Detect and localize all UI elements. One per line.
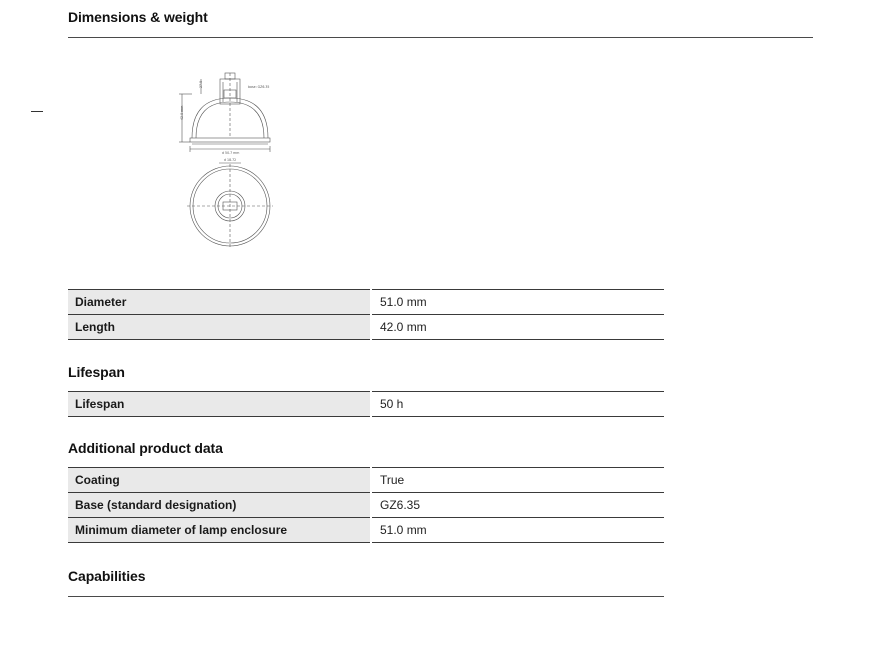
drawing-height-label: 42.0 mm (180, 105, 184, 120)
drawing-inner-label: d 18.72 (224, 158, 237, 162)
dimensions-table (68, 289, 664, 340)
section-divider (68, 37, 813, 38)
front-rim (190, 138, 270, 142)
drawing-diameter-label: d 50.7 mm (222, 151, 240, 155)
table-row (68, 392, 664, 417)
row-value: True (371, 468, 664, 493)
row-value: GZ6.35 (371, 493, 664, 518)
table-row (68, 468, 664, 493)
lifespan-table (68, 391, 664, 417)
row-label: Length (68, 315, 371, 340)
table-row (68, 518, 664, 543)
table-row (68, 290, 664, 315)
row-label: Minimum diameter of lamp enclosure (68, 518, 371, 543)
row-label: Diameter (68, 290, 371, 315)
lamp-technical-drawing (175, 68, 285, 250)
row-label: Base (standard designation) (68, 493, 371, 518)
dash-mark (31, 111, 43, 112)
row-value: 51.0 mm (371, 290, 664, 315)
section-title-capabilities: Capabilities (68, 568, 146, 584)
drawing-base-label: base: GZ6.35 (248, 85, 270, 89)
row-value: 51.0 mm (371, 518, 664, 543)
section-title-dimensions: Dimensions & weight (68, 9, 208, 25)
section-title-additional: Additional product data (68, 440, 223, 456)
row-label: Coating (68, 468, 371, 493)
table-row (68, 493, 664, 518)
drawing-neck-label: 27.5 (199, 80, 203, 88)
additional-data-table (68, 467, 664, 543)
row-value: 50 h (371, 392, 664, 417)
section-divider (68, 596, 664, 597)
section-title-lifespan: Lifespan (68, 364, 125, 380)
table-row (68, 315, 664, 340)
row-value: 42.0 mm (371, 315, 664, 340)
row-label: Lifespan (68, 392, 371, 417)
